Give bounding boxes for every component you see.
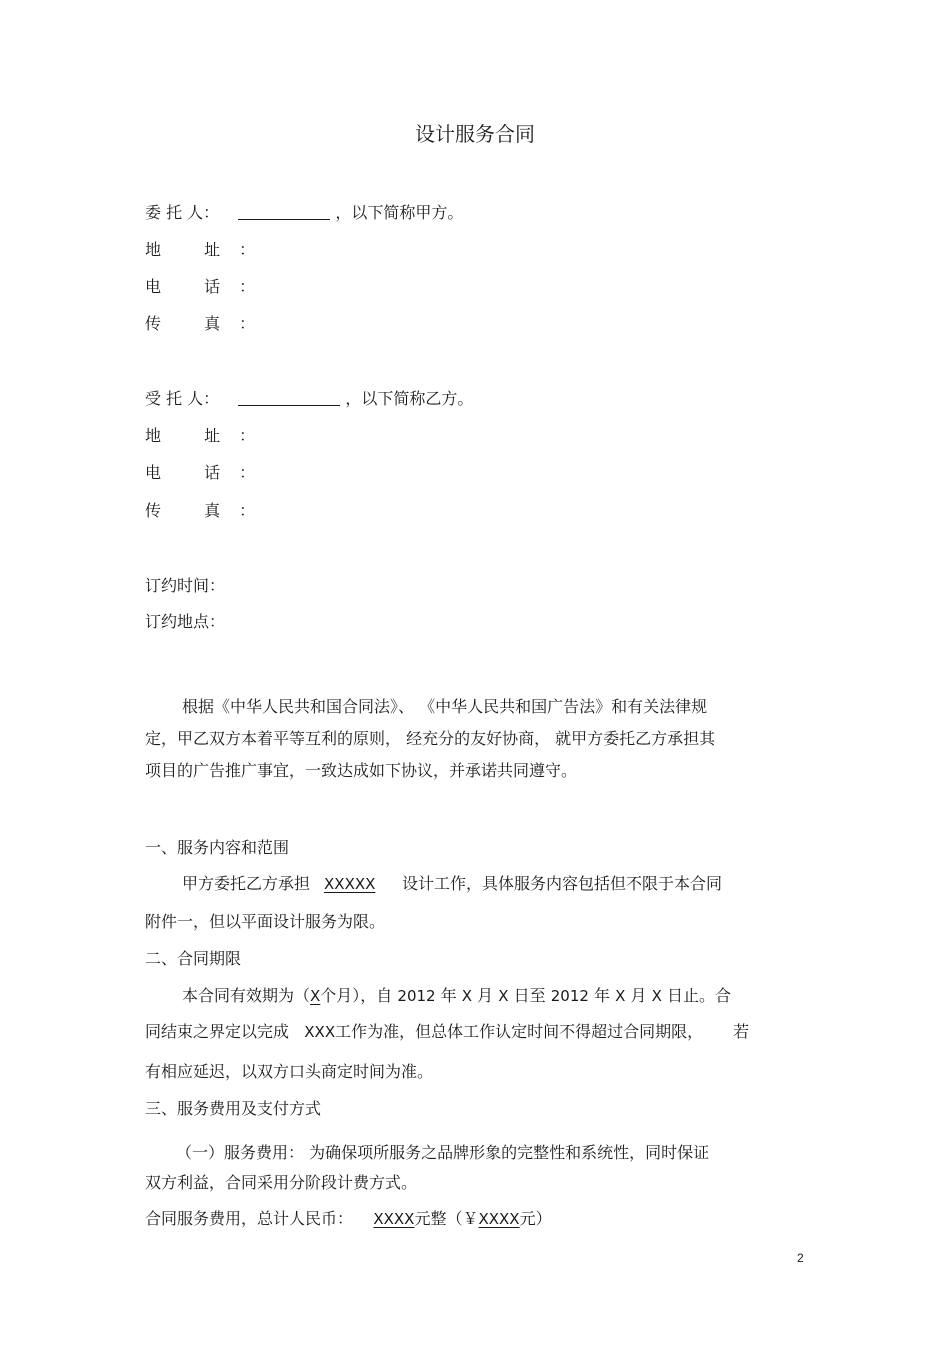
term-months-fill: X: [310, 987, 321, 1005]
party-a-line: [145, 203, 463, 223]
section-2-line-1: 本合同有效期为（X个月），自 2012 年 X 月 X 日至 2012 年 X 月 X 日止。合: [182, 986, 732, 1005]
section-2-line-2: 同结束之界定以完成 XXX工作为准，但总体工作认定时间不得超过合同期限， 若: [145, 1022, 750, 1041]
section-1-line-2: 附件一，但以平面设计服务为限。: [145, 912, 386, 931]
service-item-fill: XXXXX: [324, 875, 376, 893]
party-a-address: 地 址：: [145, 240, 275, 259]
intro-line-1: 根据《中华人民共和国合同法》、 《中华人民共和国广告法》和有关法律规: [182, 697, 708, 716]
party-a-fax: 传 真：: [145, 314, 275, 333]
fee-total-line: 合同服务费用，总计人民币： XXXX元整（￥XXXX元）: [145, 1209, 552, 1228]
party-a-label: 委 托 人：: [145, 203, 220, 222]
party-b-fax: 传 真：: [145, 501, 275, 520]
party-b-suffix: ，以下简称乙方。: [345, 389, 474, 408]
page-title: 设计服务合同: [415, 122, 535, 146]
party-b-address: 地 址：: [145, 426, 275, 445]
page-number: 2: [797, 1251, 804, 1265]
section-3-para-1-line-1: （一）服务费用： 为确保项所服务之品牌形象的完整性和系统性，同时保证: [176, 1143, 710, 1162]
section-2-heading: 二、合同期限: [145, 949, 242, 968]
section-3-para-1-line-2: 双方利益，合同采用分阶段计费方式。: [145, 1173, 418, 1192]
party-a-suffix: ，以下简称甲方。: [335, 203, 464, 222]
section-2-line-3: 有相应延迟，以双方口头商定时间为准。: [145, 1062, 434, 1081]
party-a-name-blank: [238, 203, 330, 220]
fee-amount-fill-2: XXXX: [478, 1210, 520, 1228]
party-b-label: 受 托 人：: [145, 389, 220, 408]
intro-line-2: 定，甲乙双方本着平等互利的原则， 经充分的友好协商， 就甲方委托乙方承担其: [145, 729, 716, 748]
party-b-name-blank: [238, 389, 340, 406]
sign-place: 订约地点：: [145, 612, 226, 631]
section-1-heading: 一、服务内容和范围: [145, 838, 290, 857]
section-1-line-1: 甲方委托乙方承担 XXXXX 设计工作，具体服务内容包括但不限于本合同: [182, 874, 723, 893]
party-a-phone: 电 话：: [145, 277, 275, 296]
fee-amount-fill: XXXX: [373, 1210, 415, 1228]
sign-time: 订约时间：: [145, 576, 226, 595]
intro-line-3: 项目的广告推广事宜，一致达成如下协议，并承诺共同遵守。: [145, 761, 578, 780]
party-b-phone: 电 话：: [145, 463, 275, 482]
section-3-heading: 三、服务费用及支付方式: [145, 1099, 322, 1118]
party-b-line: [145, 389, 473, 409]
